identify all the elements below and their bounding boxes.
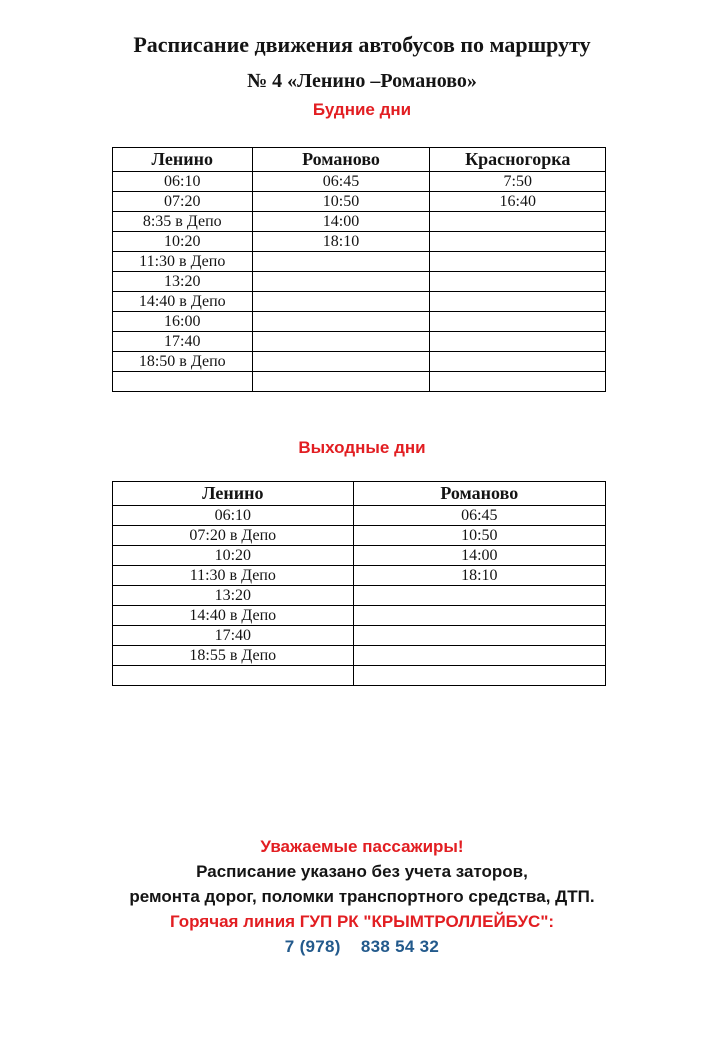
schedule-cell [430,332,606,352]
schedule-cell: 16:00 [113,312,253,332]
notice-disclaimer-line-2: ремонта дорог, поломки транспортного средства, ДТП. [129,887,595,906]
schedule-cell: 07:20 [113,192,253,212]
schedule-cell [252,312,430,332]
schedule-cell [430,292,606,312]
schedule-row [113,646,606,666]
schedule-cell [430,372,606,392]
schedule-cell: 18:10 [353,566,605,586]
schedule-cell: 14:00 [353,546,605,566]
schedule-cell [430,312,606,332]
schedule-row [113,566,606,586]
weekday-schedule-table [112,147,606,392]
schedule-cell: 10:50 [353,526,605,546]
schedule-row [113,232,606,252]
schedule-cell: 16:40 [430,192,606,212]
schedule-cell: 14:00 [252,212,430,232]
schedule-cell: 06:10 [113,172,253,192]
column-header: Ленино [113,482,354,506]
schedule-cell: 13:20 [113,272,253,292]
schedule-cell [113,372,253,392]
schedule-cell [430,272,606,292]
schedule-cell [252,272,430,292]
schedule-cell: 18:55 в Депо [113,646,354,666]
schedule-cell: 11:30 в Депо [113,566,354,586]
schedule-row [113,372,606,392]
page-title: Расписание движения автобусов по маршруту [133,32,591,57]
schedule-cell: 07:20 в Депо [113,526,354,546]
schedule-cell: 17:40 [113,332,253,352]
notice-block [0,834,724,959]
schedule-cell [353,626,605,646]
schedule-cell: 11:30 в Депо [113,252,253,272]
schedule-page [0,31,724,1055]
header-row [113,482,606,506]
schedule-row [113,292,606,312]
schedule-cell [353,666,605,686]
schedule-cell: 8:35 в Депо [113,212,253,232]
schedule-row [113,526,606,546]
notice-disclaimer-line-1: Расписание указано без учета заторов, [196,862,528,881]
schedule-cell [430,232,606,252]
schedule-cell: 7:50 [430,172,606,192]
schedule-row [113,252,606,272]
schedule-cell [353,646,605,666]
column-header: Романово [252,148,430,172]
column-header: Ленино [113,148,253,172]
schedule-cell [252,372,430,392]
weekend-heading: Выходные дни [298,438,426,457]
schedule-row [113,172,606,192]
schedule-row [113,272,606,292]
schedule-row [113,666,606,686]
schedule-row [113,546,606,566]
schedule-cell: 06:45 [353,506,605,526]
schedule-cell: 18:10 [252,232,430,252]
route-subtitle: № 4 «Ленино –Романово» [247,70,477,92]
column-header: Романово [353,482,605,506]
schedule-cell [430,212,606,232]
schedule-cell [430,352,606,372]
schedule-cell [430,252,606,272]
weekday-heading: Будние дни [312,100,412,119]
schedule-row [113,606,606,626]
schedule-cell: 18:50 в Депо [113,352,253,372]
schedule-cell: 06:45 [252,172,430,192]
schedule-cell: 10:20 [113,232,253,252]
schedule-cell: 17:40 [113,626,354,646]
schedule-row [113,352,606,372]
schedule-cell [252,352,430,372]
schedule-row [113,332,606,352]
column-header: Красногорка [430,148,606,172]
schedule-cell [252,252,430,272]
schedule-row [113,586,606,606]
schedule-row [113,192,606,212]
schedule-cell [252,292,430,312]
schedule-cell: 14:40 в Депо [113,292,253,312]
schedule-row [113,212,606,232]
schedule-cell: 06:10 [113,506,354,526]
header-row [113,148,606,172]
schedule-row [113,506,606,526]
hotline-phone-number: 7 (978) 838 54 32 [284,937,440,956]
weekend-schedule-table [112,481,606,686]
schedule-cell [353,586,605,606]
schedule-cell: 10:50 [252,192,430,212]
schedule-cell: 13:20 [113,586,354,606]
schedule-cell: 10:20 [113,546,354,566]
hotline-label: Горячая линия ГУП РК "КРЫМТРОЛЛЕЙБУС": [169,912,555,931]
schedule-cell: 14:40 в Депо [113,606,354,626]
schedule-row [113,626,606,646]
schedule-row [113,312,606,332]
schedule-cell [353,606,605,626]
schedule-cell [113,666,354,686]
schedule-cell [252,332,430,352]
notice-passengers-line: Уважаемые пассажиры! [260,837,464,856]
